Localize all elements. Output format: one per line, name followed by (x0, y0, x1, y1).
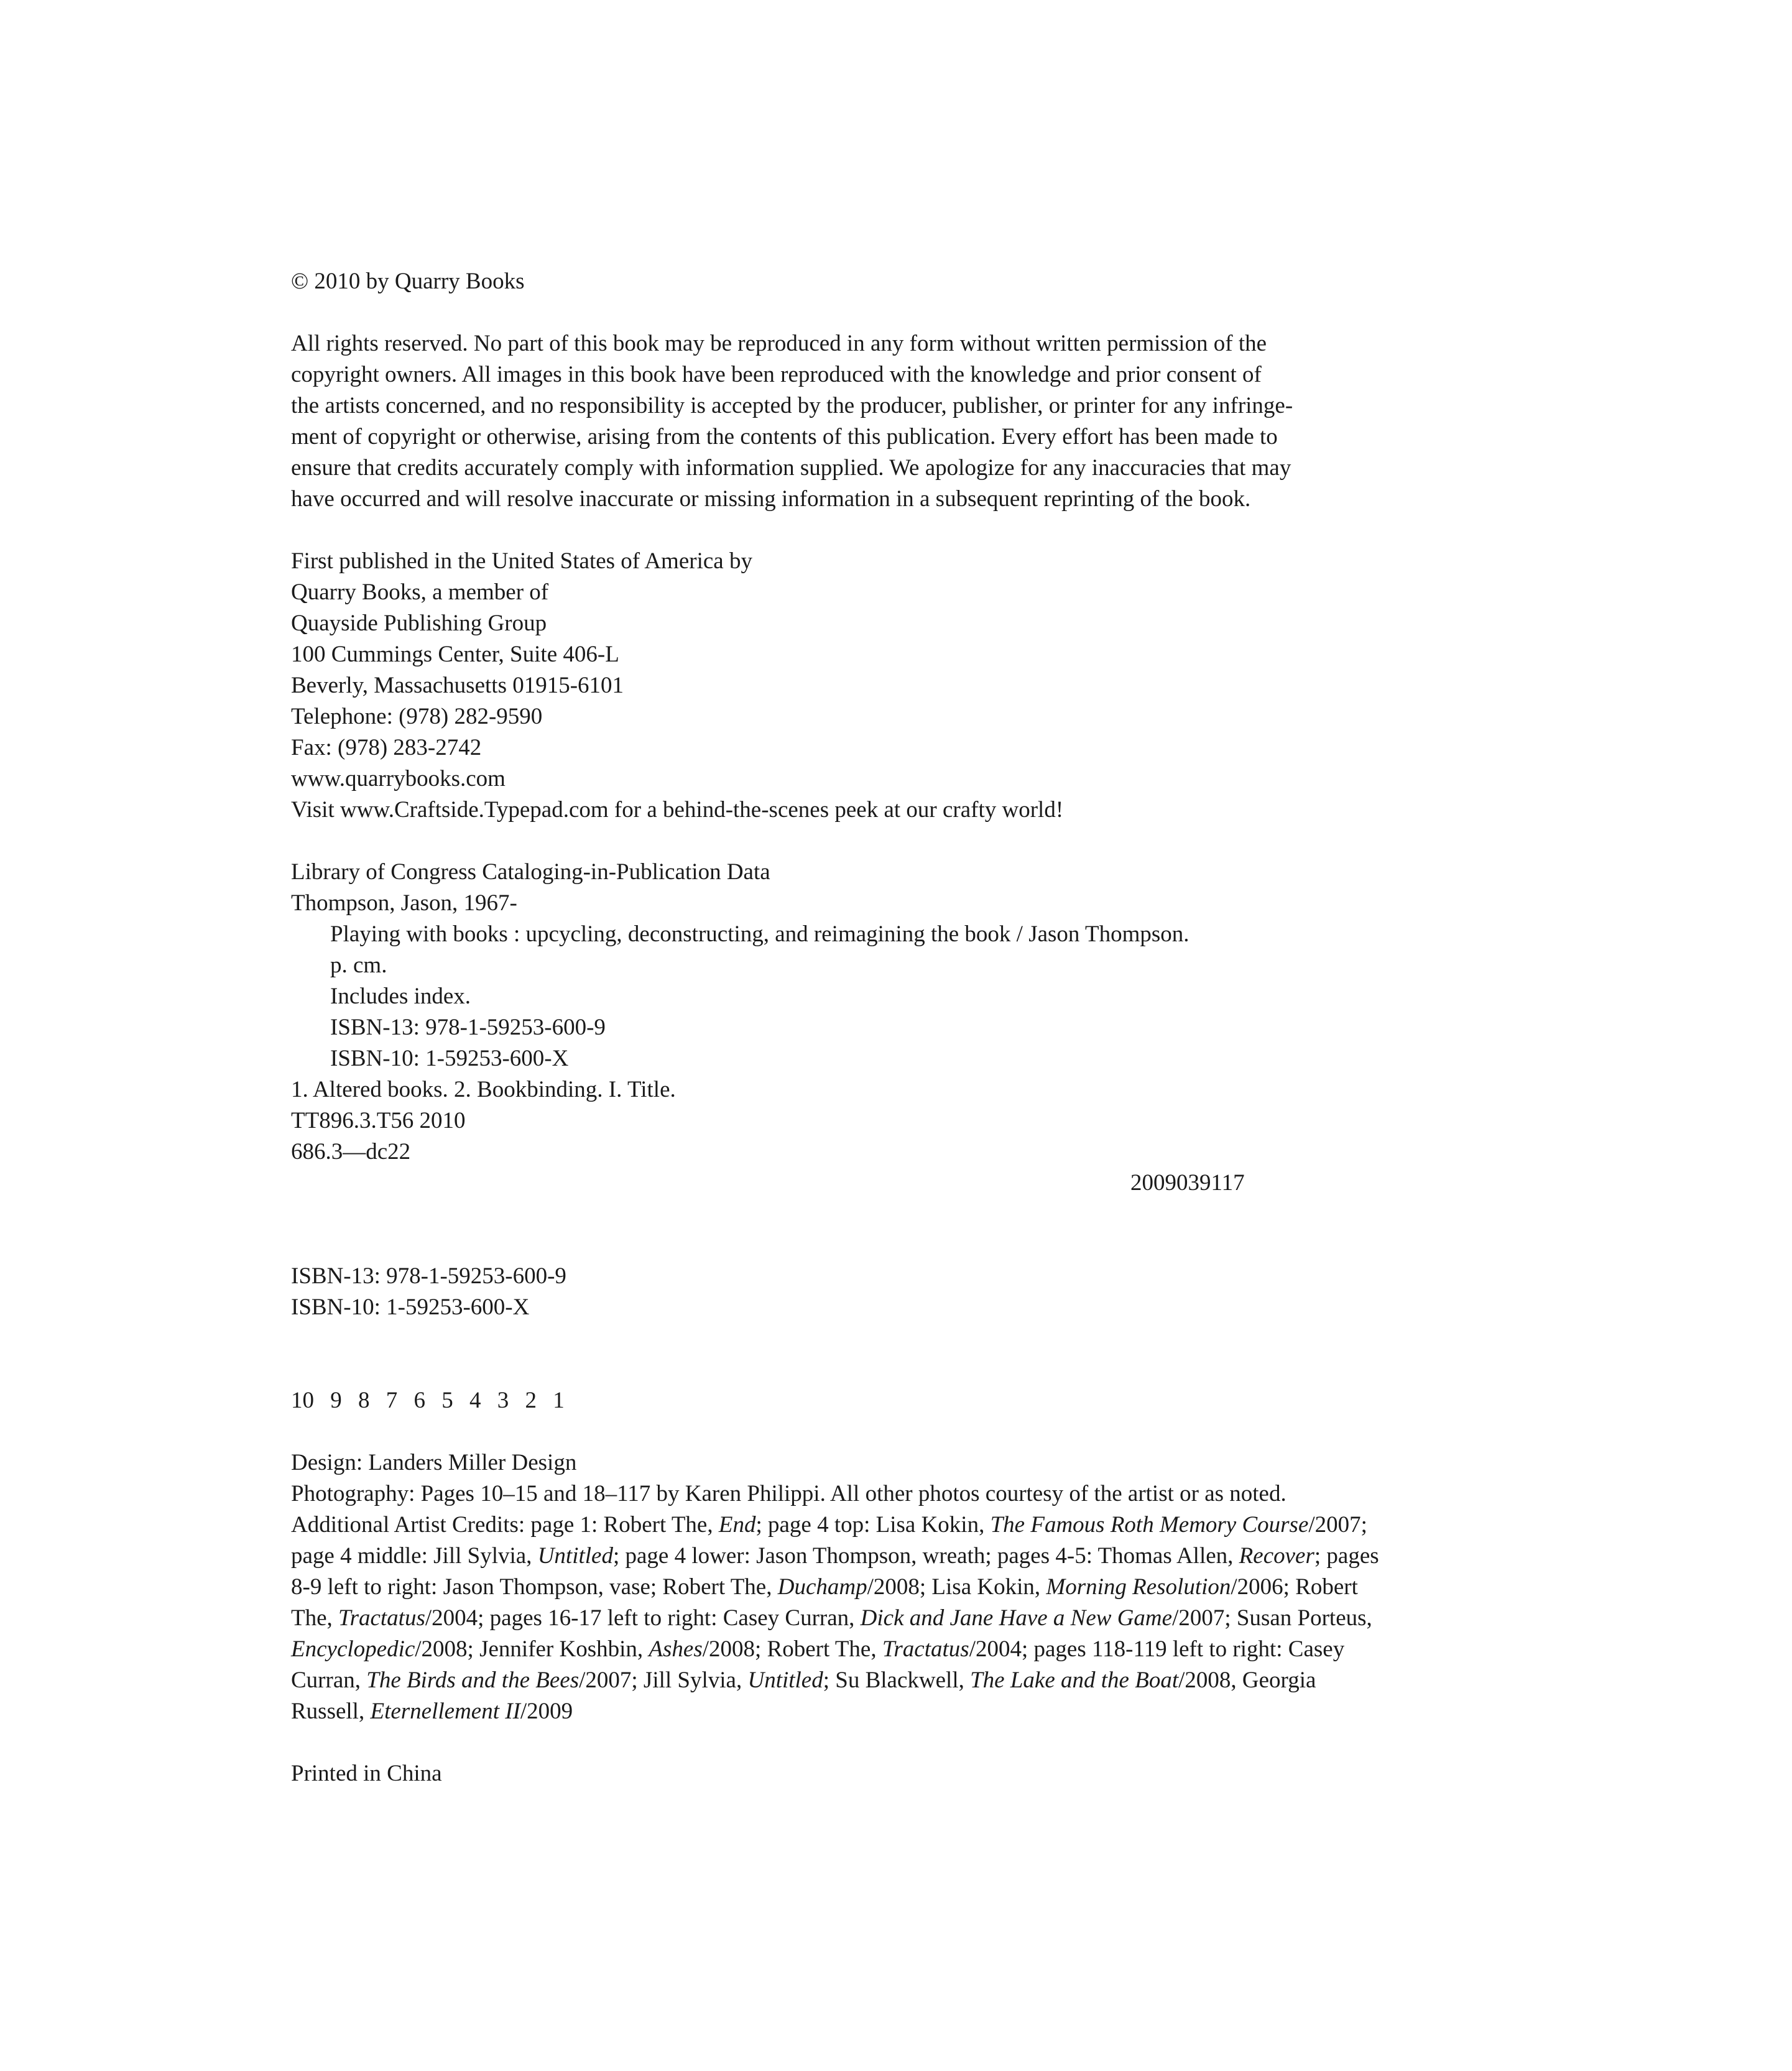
artwork-title: Morning Resolution (1046, 1574, 1231, 1600)
credit-text: /2006; Robert The, (291, 1574, 1358, 1631)
credit-text: /2008; Jennifer Koshbin, (415, 1636, 649, 1662)
publisher-visit-line: Visit www.Craftside.Typepad.com for a behind-the-scenes peek at our crafty world! (291, 797, 1064, 823)
credit-text: ; page 4 lower: Jason Thompson, wreath; pages 4-5: Thomas Allen, (612, 1543, 1239, 1569)
rights-line: copyright owners. All images in this book have been reproduced with the knowledge and prior consent of (291, 362, 1262, 387)
artwork-title: The Famous Roth Memory Course (990, 1512, 1309, 1538)
printing-number: 3 (497, 1388, 509, 1413)
artwork-title: Untitled (747, 1667, 823, 1693)
credit-text: ; pages 8-9 left to right: Jason Thompson, vase; Robert The, (291, 1543, 1379, 1600)
printing-number: 2 (525, 1388, 537, 1413)
rights-line: have occurred and will resolve inaccurate or missing information in a subsequent reprinting of the book. (291, 486, 1251, 512)
printing-number: 6 (413, 1388, 425, 1413)
artwork-title: Encyclopedic (291, 1636, 415, 1662)
isbn13: ISBN-13: 978-1-59253-600-9 (291, 1263, 566, 1289)
photography-credit: Photography: Pages 10–15 and 18–117 by Karen Philippi. All other photos courtesy of the artist or as noted. (291, 1481, 1286, 1506)
cip-block (291, 857, 1385, 1199)
cip-subjects: 1. Altered books. 2. Bookbinding. I. Title. (291, 1077, 676, 1102)
printing-number: 8 (358, 1388, 370, 1413)
credit-text: /2007; Jill Sylvia, (579, 1667, 748, 1693)
cip-call-number: TT896.3.T56 2010 (291, 1108, 466, 1133)
artwork-title: Tractatus (882, 1636, 969, 1662)
artwork-title: The Birds and the Bees (366, 1667, 580, 1693)
rights-line: ment of copyright or otherwise, arising from the contents of this publication. Every effort has been made to (291, 424, 1278, 450)
isbn-block (291, 1261, 1385, 1323)
artwork-title: Tractatus (338, 1605, 425, 1631)
credit-text: /2008, Georgia Russell, (291, 1667, 1316, 1724)
artwork-title: Ashes (649, 1636, 703, 1662)
credit-text: /2009 (520, 1699, 573, 1724)
printing-number: 1 (553, 1388, 565, 1413)
cip-heading: Library of Congress Cataloging-in-Publication Data (291, 859, 770, 885)
credit-text: ; page 4 top: Lisa Kokin, (755, 1512, 991, 1538)
artwork-title: End (718, 1512, 756, 1538)
spacer (291, 1416, 1385, 1447)
spacer (291, 1323, 1385, 1385)
copyright-page (291, 266, 1385, 1789)
credits-block (291, 1447, 1385, 1727)
artwork-title: Eternellement II (370, 1699, 520, 1724)
cip-author: Thompson, Jason, 1967- (291, 890, 517, 916)
printing-number: 7 (386, 1388, 398, 1413)
credit-text: Additional Artist Credits: page 1: Robert The, (291, 1512, 719, 1538)
rights-line: ensure that credits accurately comply with information supplied. We apologize for any inaccuracies that may (291, 455, 1291, 481)
publisher-line: First published in the United States of America by (291, 548, 752, 574)
rights-line: the artists concerned, and no responsibility is accepted by the producer, publisher, or printer for any infringe- (291, 393, 1293, 418)
publisher-address: 100 Cummings Center, Suite 406-L (291, 642, 619, 667)
rights-line: All rights reserved. No part of this book may be reproduced in any form without written permission of the (291, 331, 1267, 356)
cip-isbn10: ISBN-10: 1-59253-600-X (330, 1046, 569, 1071)
publisher-line: Quarry Books, a member of (291, 579, 549, 605)
credit-text: /2007; page 4 middle: Jill Sylvia, (291, 1512, 1367, 1569)
printing-number: 5 (441, 1388, 453, 1413)
publisher-fax: Fax: (978) 283-2742 (291, 735, 482, 760)
artwork-title: Duchamp (777, 1574, 867, 1600)
credit-text: /2008; Robert The, (702, 1636, 882, 1662)
spacer (291, 297, 1385, 328)
rights-paragraph (291, 328, 1385, 515)
design-credit: Design: Landers Miller Design (291, 1450, 577, 1475)
spacer (291, 1199, 1385, 1261)
cip-title: Playing with books : upcycling, deconstructing, and reimagining the book / Jason Thompson. (330, 921, 1189, 947)
artist-credits (291, 1510, 1385, 1727)
credit-text: /2004; pages 16-17 left to right: Casey Curran, (425, 1605, 861, 1631)
publisher-block (291, 546, 1385, 826)
spacer (291, 1727, 1385, 1758)
printing-number: 4 (469, 1388, 481, 1413)
publisher-website: www.quarrybooks.com (291, 766, 506, 791)
printing-line (291, 1385, 1385, 1416)
spacer (291, 515, 1385, 546)
publisher-line: Quayside Publishing Group (291, 611, 547, 636)
artwork-title: Dick and Jane Have a New Game (860, 1605, 1173, 1631)
artwork-title: The Lake and the Boat (970, 1667, 1179, 1693)
cip-lccn: 2009039117 (1130, 1170, 1245, 1196)
cip-dewey: 686.3—dc22 (291, 1139, 411, 1165)
publisher-telephone: Telephone: (978) 282-9590 (291, 704, 543, 729)
printing-number: 10 (291, 1388, 314, 1413)
cip-pagination: p. cm. (330, 952, 387, 978)
credit-text: /2008; Lisa Kokin, (867, 1574, 1046, 1600)
spacer (291, 826, 1385, 857)
credit-text: ; Su Blackwell, (823, 1667, 971, 1693)
credit-text: /2004; pages 118-119 left to right: Casey Curran, (291, 1636, 1345, 1693)
artwork-title: Untitled (537, 1543, 613, 1569)
cip-isbn13: ISBN-13: 978-1-59253-600-9 (330, 1015, 606, 1040)
publisher-city: Beverly, Massachusetts 01915-6101 (291, 673, 624, 698)
cip-note: Includes index. (330, 984, 471, 1009)
printing-number: 9 (330, 1388, 342, 1413)
artwork-title: Recover (1239, 1543, 1314, 1569)
copyright-notice: © 2010 by Quarry Books (291, 269, 525, 294)
isbn10: ISBN-10: 1-59253-600-X (291, 1294, 530, 1320)
credit-text: /2007; Susan Porteus, (1172, 1605, 1372, 1631)
printed-in: Printed in China (291, 1761, 442, 1786)
